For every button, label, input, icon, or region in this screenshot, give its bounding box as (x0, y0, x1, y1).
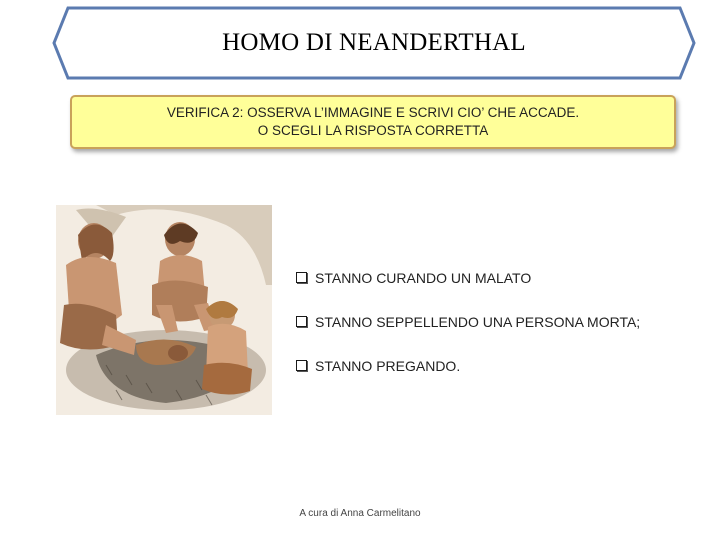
title-banner (52, 6, 696, 80)
option-seppellendo-persona[interactable] (296, 300, 640, 344)
checkbox-icon[interactable] (296, 272, 307, 283)
option-curando-malato[interactable] (296, 256, 640, 300)
neanderthal-burial-illustration (56, 205, 272, 415)
checkbox-icon[interactable] (296, 316, 307, 327)
option-label: STANNO CURANDO UN MALATO (315, 270, 532, 286)
task-line-2: O SCEGLI LA RISPOSTA CORRETTA (257, 123, 489, 138)
answer-options (296, 256, 640, 388)
checkbox-icon[interactable] (296, 360, 307, 371)
option-label: STANNO SEPPELLENDO UNA PERSONA MORTA; (315, 314, 641, 330)
option-pregando[interactable] (296, 344, 640, 388)
task-line-1: VERIFICA 2: OSSERVA L’IMMAGINE E SCRIVI CIO’ CHE ACCADE. (166, 105, 580, 120)
page-title: HOMO DI NEANDERTHAL (222, 29, 526, 56)
task-instruction-box (70, 95, 676, 149)
author-footer: A cura di Anna Carmelitano (299, 508, 421, 519)
option-label: STANNO PREGANDO. (315, 358, 461, 374)
